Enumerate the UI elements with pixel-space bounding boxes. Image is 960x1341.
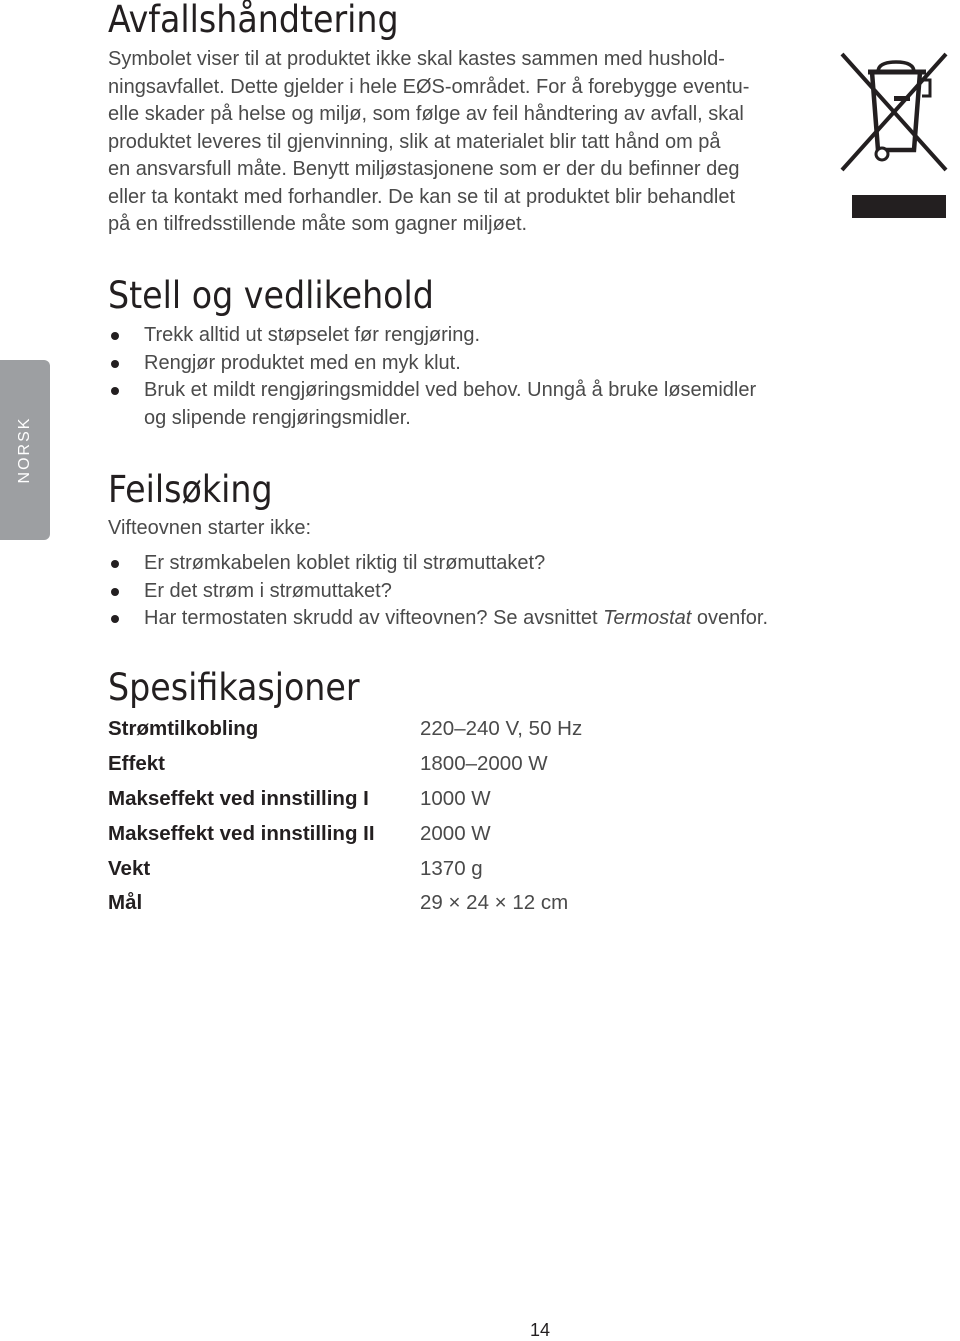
spec-value: 1800–2000 W [420, 752, 548, 776]
side-tab-label: NORSK [16, 416, 33, 484]
spec-label: Strømtilkobling [108, 717, 259, 741]
list-item-text: Bruk et mildt rengjøringsmiddel ved behov. Unngå å bruke løsemidler [144, 379, 757, 401]
waste-paragraph [108, 46, 828, 239]
waste-line: eller ta kontakt med forhandler. De kan se til at produktet blir behandlet [108, 185, 736, 208]
spec-label: Makseffekt ved innstilling II [108, 821, 375, 845]
spec-label: Makseffekt ved innstilling I [108, 786, 369, 810]
spec-value: 1370 g [420, 856, 483, 880]
spec-value: 1000 W [420, 786, 491, 810]
table-row [108, 712, 582, 747]
spec-label: Mål [108, 891, 143, 915]
list-item [108, 605, 848, 633]
heading-care-maintenance: Stell og vedlikehold [108, 274, 434, 317]
spec-value: 29 × 24 × 12 cm [420, 891, 569, 915]
list-item [108, 377, 848, 432]
care-list [108, 322, 848, 432]
crossed-out-wheelie-bin-icon [838, 50, 950, 220]
list-item [108, 350, 848, 378]
table-row [108, 886, 582, 921]
table-row [108, 747, 582, 782]
bullet-icon [111, 387, 119, 395]
thermostat-reference: Termostat [603, 607, 692, 629]
list-item-text: Er det strøm i strømuttaket? [144, 579, 392, 602]
table-row [108, 816, 582, 851]
waste-line: en ansvarsfull måte. Benytt miljøstasjonene som er der du befinner deg [108, 158, 740, 180]
waste-line: ningsavfallet. Dette gjelder i hele EØS-området. For å forebygge eventu- [108, 75, 750, 98]
language-side-tab [0, 360, 50, 540]
waste-line: Symbolet viser til at produktet ikke skal kastes sammen med hushold- [108, 48, 725, 70]
list-item [108, 550, 848, 578]
bullet-icon [111, 332, 119, 340]
waste-line: produktet leveres til gjenvinning, slik at materialet blir tatt hånd om på [108, 130, 721, 153]
bullet-icon [111, 615, 119, 623]
bullet-icon [111, 588, 119, 596]
bullet-icon [111, 560, 119, 568]
spec-value: 220–240 V, 50 Hz [420, 717, 583, 741]
list-item-text: og slipende rengjøringsmidler. [144, 406, 411, 429]
troubleshooting-intro: Vifteovnen starter ikke: [108, 517, 312, 539]
heading-waste-disposal: Avfallshåndtering [108, 0, 399, 41]
spec-label: Effekt [108, 752, 165, 776]
page-number: 14 [529, 1320, 551, 1340]
waste-line: på en tilfredsstillende måte som gagner miljøet. [108, 213, 528, 235]
list-item-text: Har termostaten skrudd av vifteovnen? Se avsnittet [144, 607, 604, 629]
list-item [108, 322, 848, 350]
list-item-text: Rengjør produktet med en myk klut. [144, 351, 461, 374]
bullet-icon [111, 360, 119, 368]
list-item-text: Trekk alltid ut støpselet før rengjøring. [144, 324, 481, 346]
heading-troubleshooting: Feilsøking [108, 468, 273, 511]
troubleshooting-list [108, 550, 848, 633]
list-item-text: ovenfor. [691, 607, 769, 629]
specifications-table [108, 712, 582, 921]
heading-specifications: Spesifikasjoner [108, 666, 360, 709]
table-row [108, 782, 582, 817]
spec-value: 2000 W [420, 821, 491, 845]
waste-line: elle skader på helse og miljø, som følge av feil håndtering av avfall, skal [108, 103, 744, 125]
list-item [108, 578, 848, 606]
table-row [108, 851, 582, 886]
spec-label: Vekt [108, 856, 151, 880]
list-item-text: Er strømkabelen koblet riktig til strømuttaket? [144, 552, 546, 574]
